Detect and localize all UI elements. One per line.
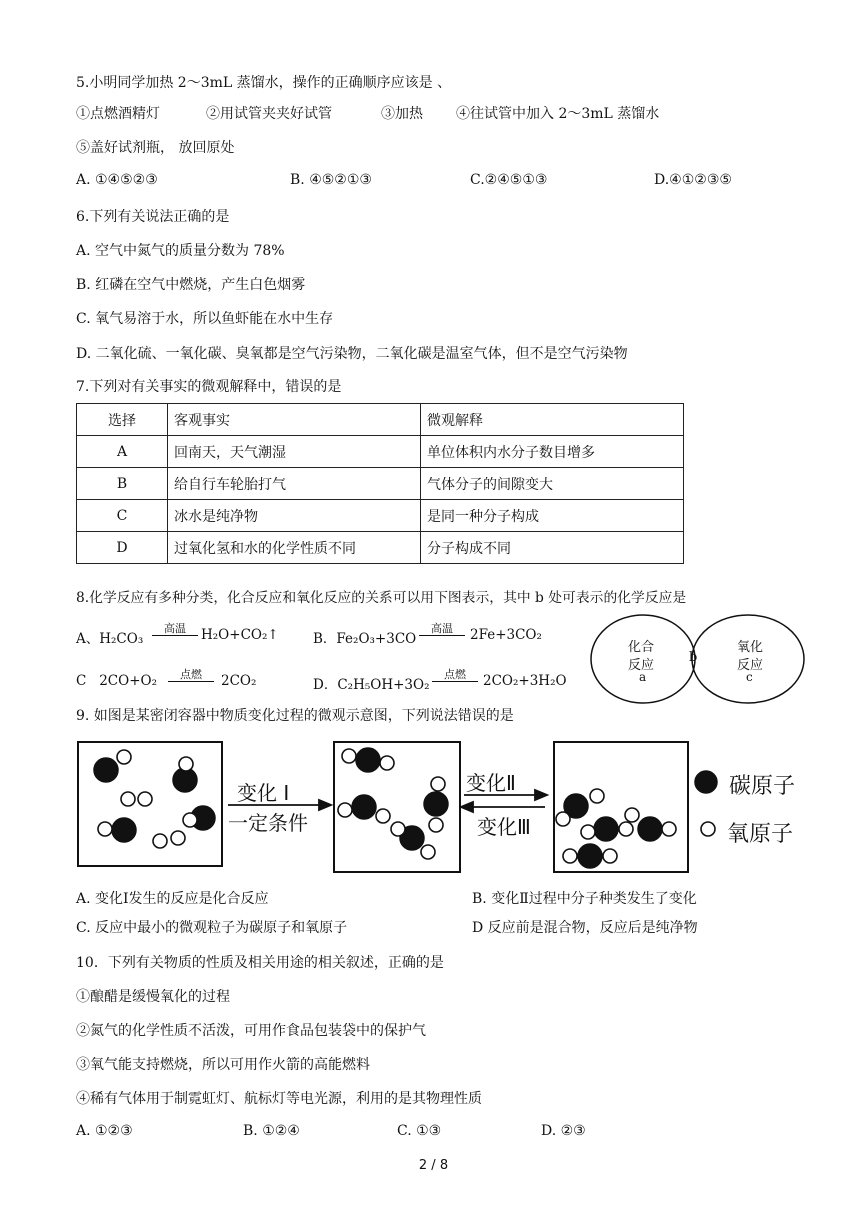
q10-item-3: ③氧气能支持燃烧，所以可用作火箭的高能燃料 (76, 1057, 370, 1073)
reaction-condition: 点燃 (168, 668, 214, 682)
table-cell: 给自行车轮胎打气 (168, 468, 421, 500)
q6-stem: 6.下列有关说法正确的是 (76, 209, 230, 225)
option-label: C (76, 673, 87, 689)
option-label: A、 (76, 631, 100, 647)
q10-stem: 10．下列有关物质的性质及相关用途的相关叙述，正确的是 (76, 955, 444, 971)
q6-option-c[interactable]: C. 氧气易溶于水，所以鱼虾能在水中生存 (76, 311, 334, 327)
table-cell: A (77, 436, 168, 468)
q5-option-d[interactable]: D.④①②③⑤ (654, 172, 732, 188)
reaction-condition: 高温 (152, 622, 198, 636)
q5-stem: 5.小明同学加热 2～3mL 蒸馏水，操作的正确顺序应该是 、 (76, 75, 452, 91)
table-header: 微观解释 (421, 404, 684, 436)
arrow-label-change-1: 变化 I (237, 781, 290, 805)
option-label: B． (313, 631, 337, 647)
table-cell: 过氧化氢和水的化学性质不同 (168, 532, 421, 564)
equation-right: H₂O+CO₂↑ (201, 627, 279, 643)
q5-option-b[interactable]: B. ④⑤②①③ (290, 172, 372, 188)
equation-left: C₂H₅OH+3O₂ (337, 677, 430, 693)
q10-option-a[interactable]: A. ①②③ (76, 1123, 133, 1139)
venn-label: 反应 (737, 658, 764, 673)
table-cell: C (77, 500, 168, 532)
table-cell: 是同一种分子构成 (421, 500, 684, 532)
venn-label: b (689, 650, 698, 665)
table-cell: 分子构成不同 (421, 532, 684, 564)
arrow-label-condition: 一定条件 (228, 811, 308, 835)
table-cell: B (77, 468, 168, 500)
q5-option-c[interactable]: C.②④⑤①③ (470, 172, 548, 188)
q10-item-1: ①酿醋是缓慢氧化的过程 (76, 989, 230, 1005)
page-number: 2 / 8 (418, 1158, 449, 1173)
q6-option-b[interactable]: B. 红磷在空气中燃烧，产生白色烟雾 (76, 277, 306, 293)
venn-label: 化合 (628, 640, 655, 655)
arrow-label-change-3: 变化Ⅲ (477, 815, 531, 839)
table-header: 客观事实 (168, 404, 421, 436)
q5-option-a[interactable]: A. ①④⑤②③ (76, 172, 158, 188)
table-cell: 冰水是纯净物 (168, 500, 421, 532)
equation-right: 2CO₂ (221, 673, 257, 689)
q9-stem: 9. 如图是某密闭容器中物质变化过程的微观示意图，下列说法错误的是 (76, 708, 514, 724)
q10-option-d[interactable]: D. ②③ (541, 1123, 586, 1139)
q5-step-5: ⑤盖好试剂瓶， 放回原处 (76, 140, 235, 156)
equation-right: 2CO₂+3H₂O (483, 673, 567, 689)
table-cell: D (77, 532, 168, 564)
reaction-condition: 点燃 (432, 668, 478, 682)
q6-option-a[interactable]: A. 空气中氮气的质量分数为 78% (76, 243, 285, 259)
q5-step-3: ③加热 (381, 106, 423, 122)
table-header: 选择 (77, 404, 168, 436)
legend-oxygen-label: 氧原子 (727, 822, 794, 847)
arrow-label-change-2: 变化Ⅱ (466, 771, 516, 795)
q10-item-2: ②氮气的化学性质不活泼，可用作食品包装袋中的保护气 (76, 1023, 426, 1039)
equation-right: 2Fe+3CO₂ (470, 627, 542, 643)
q5-step-2: ②用试管夹夹好试管 (206, 106, 332, 122)
q9-option-b[interactable]: B. 变化Ⅱ过程中分子种类发生了变化 (472, 891, 697, 907)
venn-label: 氧化 (737, 640, 764, 655)
q9-option-c[interactable]: C. 反应中最小的微观粒子为碳原子和氧原子 (76, 920, 348, 936)
q6-option-d[interactable]: D. 二氧化硫、一氧化碳、臭氧都是空气污染物，二氧化碳是温室气体，但不是空气污染物 (76, 346, 628, 362)
equation-left: 2CO+O₂ (99, 673, 157, 689)
option-label: D． (313, 677, 338, 693)
q5-step-4: ④往试管中加入 2～3mL 蒸馏水 (456, 106, 660, 122)
venn-label: a (639, 670, 647, 684)
q5-step-1: ①点燃酒精灯 (76, 106, 160, 122)
venn-label: 反应 (628, 658, 655, 673)
venn-label: c (746, 670, 753, 684)
equation-left: H₂CO₃ (99, 631, 144, 647)
q10-option-c[interactable]: C. ①③ (397, 1123, 442, 1139)
q10-item-4: ④稀有气体用于制霓虹灯、航标灯等电光源，利用的是其物理性质 (76, 1091, 482, 1107)
table-cell: 单位体积内水分子数目增多 (421, 436, 684, 468)
reaction-condition: 高温 (419, 622, 465, 636)
legend-carbon-label: 碳原子 (729, 774, 796, 799)
equation-left: Fe₂O₃+3CO (336, 631, 417, 647)
q10-option-b[interactable]: B. ①②④ (243, 1123, 300, 1139)
q9-option-a[interactable]: A. 变化Ⅰ发生的反应是化合反应 (76, 891, 269, 907)
table-cell: 回南天，天气潮湿 (168, 436, 421, 468)
q9-option-d[interactable]: D 反应前是混合物，反应后是纯净物 (472, 920, 698, 936)
table-cell: 气体分子的间隙变大 (421, 468, 684, 500)
q7-stem: 7.下列对有关事实的微观解释中，错误的是 (76, 379, 342, 395)
q8-stem: 8.化学反应有多种分类，化合反应和氧化反应的关系可以用下图表示，其中 b 处可表示的化学反应是 (76, 590, 687, 606)
